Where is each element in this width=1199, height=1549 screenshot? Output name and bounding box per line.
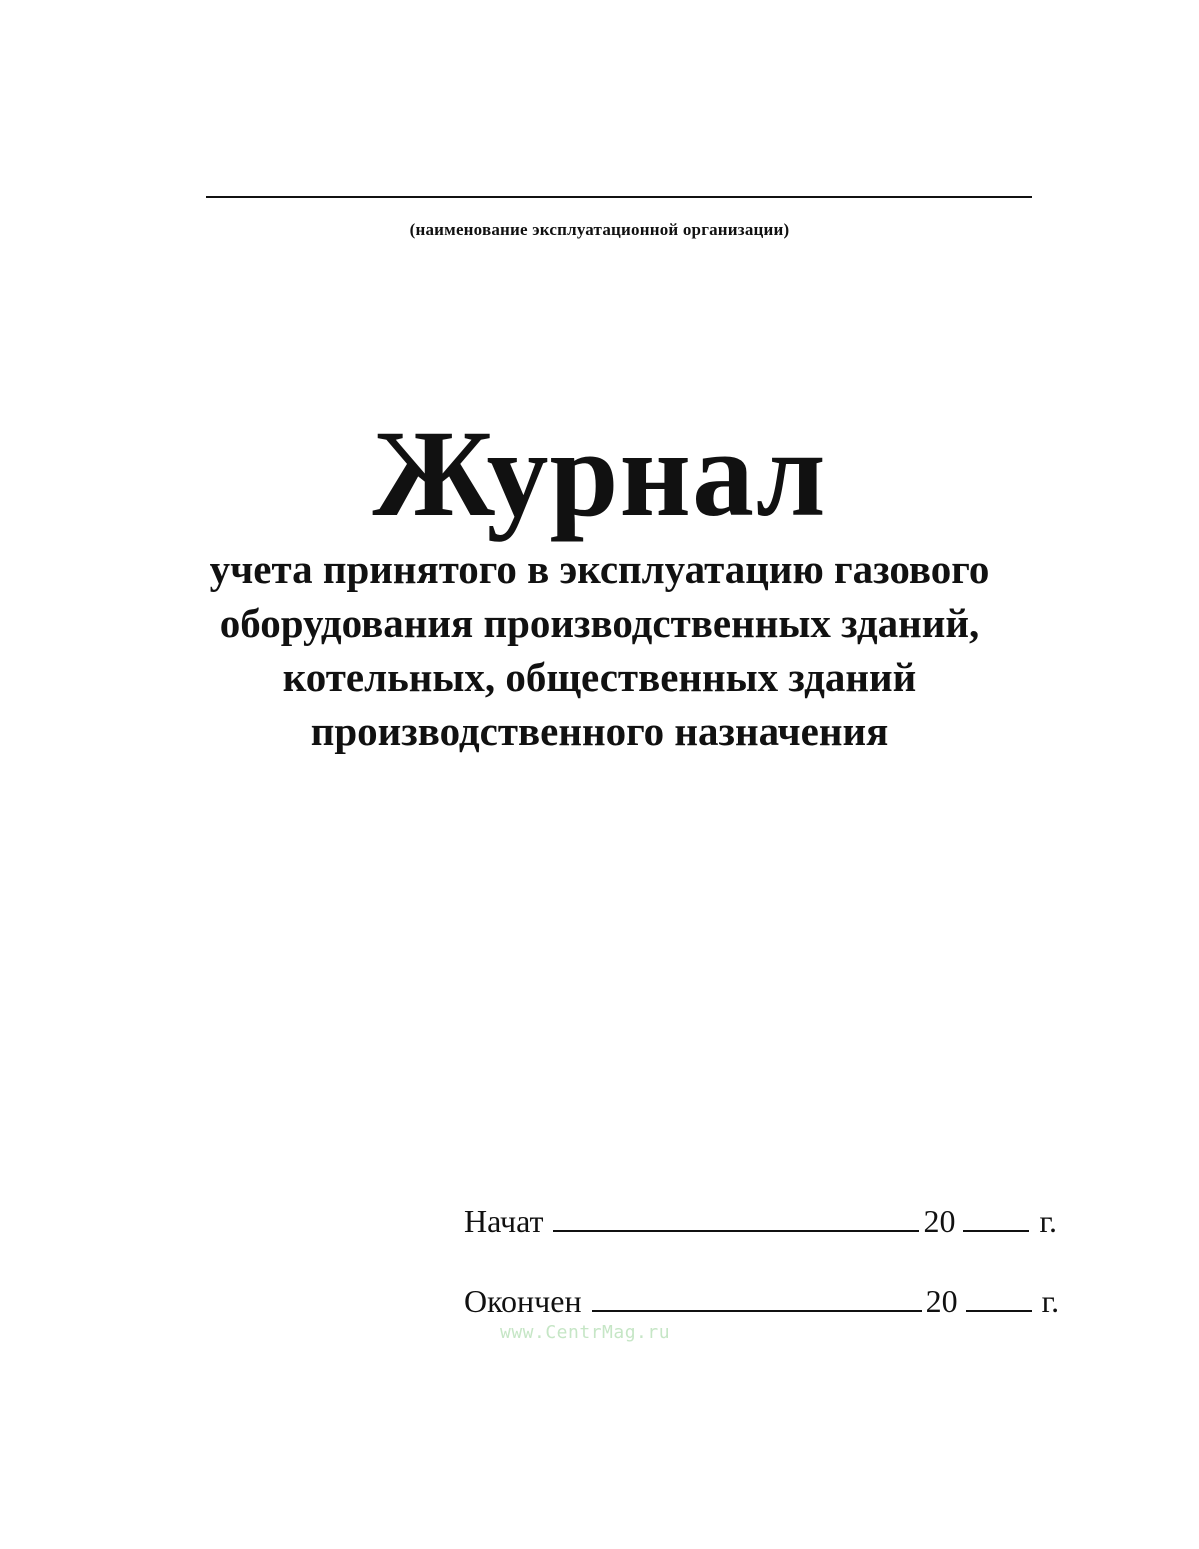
watermark: www.CentrMag.ru: [500, 1322, 671, 1343]
subtitle-line: оборудования производственных зданий,: [219, 600, 980, 646]
subtitle-line: производственного назначения: [310, 708, 889, 754]
started-year-suffix: г.: [1039, 1203, 1057, 1239]
subtitle-line: учета принятого в эксплуатацию газового: [209, 546, 990, 592]
started-date-blank: [553, 1204, 919, 1232]
subtitle-line: котельных, общественных зданий: [282, 654, 917, 700]
finished-label: Окончен: [464, 1283, 582, 1319]
finished-year-suffix: г.: [1041, 1283, 1060, 1319]
started-year-blank: [963, 1204, 1029, 1232]
journal-subtitle: [0, 542, 1199, 758]
journal-title: Журнал: [372, 405, 827, 542]
finished-date-blank: [592, 1284, 922, 1312]
finished-year-blank: [966, 1284, 1032, 1312]
started-date-row: [464, 1201, 1057, 1241]
started-label: Начат: [464, 1203, 544, 1239]
started-century: 20: [923, 1203, 956, 1239]
finished-century: 20: [925, 1283, 958, 1319]
organization-name-line: [206, 196, 1032, 198]
organization-caption: (наименование эксплуатационной организации): [409, 220, 790, 239]
finished-date-row: [464, 1281, 1059, 1321]
